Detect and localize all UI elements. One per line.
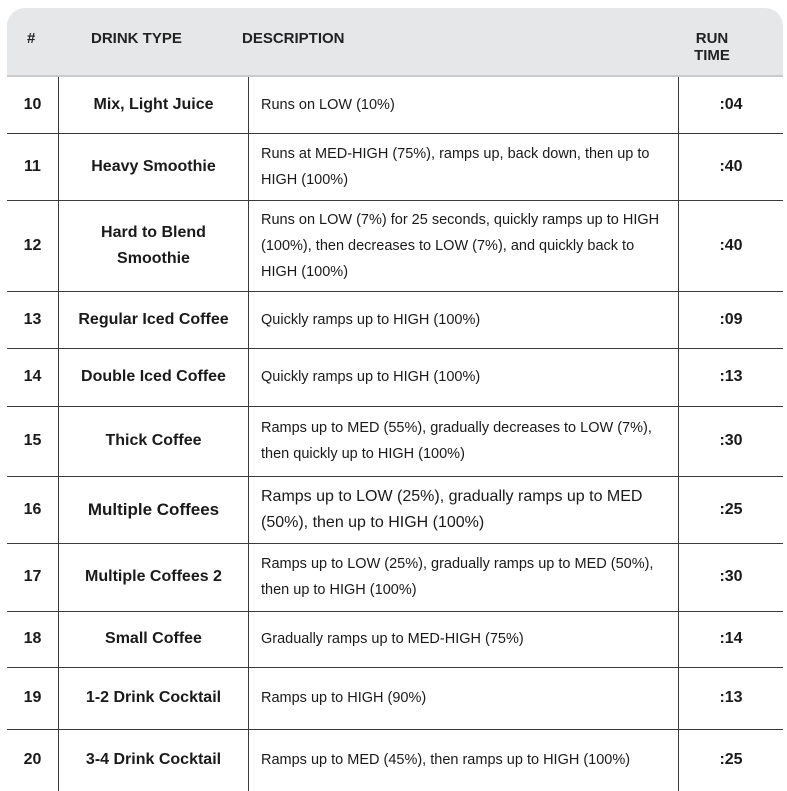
table-row bbox=[7, 611, 783, 667]
row-run-time: :14 bbox=[679, 611, 784, 667]
row-run-time: :13 bbox=[679, 348, 784, 406]
row-drink-type: Multiple Coffees 2 bbox=[59, 543, 249, 611]
row-drink-type: Mix, Light Juice bbox=[59, 77, 249, 133]
row-drink-type: Small Coffee bbox=[59, 611, 249, 667]
row-run-time: :04 bbox=[679, 77, 784, 133]
row-drink-type: Hard to Blend Smoothie bbox=[59, 200, 249, 291]
row-description: Ramps up to HIGH (90%) bbox=[249, 667, 679, 729]
row-number: 12 bbox=[7, 200, 59, 291]
header-run-time bbox=[657, 30, 767, 64]
row-number: 15 bbox=[7, 406, 59, 476]
row-description: Ramps up to LOW (25%), gradually ramps up to MED (50%), then up to HIGH (100%) bbox=[249, 476, 679, 543]
row-number: 10 bbox=[7, 77, 59, 133]
header-run-time-line1: RUN bbox=[695, 30, 729, 47]
table-row bbox=[7, 291, 783, 348]
row-run-time: :25 bbox=[719, 751, 743, 769]
row-drink-type: 3-4 Drink Cocktail bbox=[59, 729, 249, 791]
table-body bbox=[7, 77, 783, 791]
row-run-time: :40 bbox=[679, 133, 784, 200]
row-run-time: :09 bbox=[679, 291, 784, 348]
row-number: 13 bbox=[7, 291, 59, 348]
table-row bbox=[7, 543, 783, 611]
table-row bbox=[7, 406, 783, 476]
row-description: Gradually ramps up to MED-HIGH (75%) bbox=[249, 611, 679, 667]
row-run-time: :40 bbox=[679, 200, 784, 291]
row-number: 14 bbox=[7, 348, 59, 406]
row-run-time: :13 bbox=[679, 667, 784, 729]
row-drink-type: Heavy Smoothie bbox=[59, 133, 249, 200]
row-drink-type: Multiple Coffees bbox=[59, 476, 249, 543]
row-description: Runs on LOW (10%) bbox=[249, 77, 679, 133]
row-description: Ramps up to MED (55%), gradually decreases to LOW (7%), then quickly up to HIGH (100%) bbox=[249, 406, 679, 476]
table-header bbox=[7, 8, 783, 75]
row-drink-type: Thick Coffee bbox=[59, 406, 249, 476]
row-description: Ramps up to MED (45%), then ramps up to HIGH (100%) bbox=[249, 729, 679, 791]
row-drink-type: 1-2 Drink Cocktail bbox=[59, 667, 249, 729]
row-description: Ramps up to LOW (25%), gradually ramps up to MED (50%), then up to HIGH (100%) bbox=[249, 543, 679, 611]
header-number: # bbox=[27, 30, 36, 47]
table-row bbox=[7, 667, 783, 729]
table-row bbox=[7, 348, 783, 406]
table-row bbox=[7, 133, 783, 200]
table-row bbox=[7, 200, 783, 291]
row-number: 19 bbox=[7, 667, 59, 729]
header-description: DESCRIPTION bbox=[242, 30, 345, 47]
row-description: Runs at MED-HIGH (75%), ramps up, back down, then up to HIGH (100%) bbox=[249, 133, 679, 200]
row-number: 20 bbox=[7, 729, 59, 791]
row-drink-type: Regular Iced Coffee bbox=[59, 291, 249, 348]
row-run-time: :25 bbox=[679, 476, 784, 543]
row-run-time: :30 bbox=[679, 543, 784, 611]
row-description: Runs on LOW (7%) for 25 seconds, quickly ramps up to HIGH (100%), then decreases to LOW (7%), and quickly back to HIGH (100%) bbox=[249, 200, 679, 291]
row-number: 11 bbox=[7, 133, 59, 200]
drink-program-table bbox=[7, 8, 783, 791]
row-number: 17 bbox=[7, 543, 59, 611]
table-row bbox=[7, 729, 783, 791]
row-number: 18 bbox=[7, 611, 59, 667]
header-run-time-line2: TIME bbox=[694, 47, 730, 64]
row-number: 16 bbox=[7, 476, 59, 543]
table-row bbox=[7, 77, 783, 133]
row-drink-type: Double Iced Coffee bbox=[59, 348, 249, 406]
table-row bbox=[7, 476, 783, 543]
header-drink-type: DRINK TYPE bbox=[91, 30, 182, 47]
row-description: Quickly ramps up to HIGH (100%) bbox=[249, 348, 679, 406]
row-description: Quickly ramps up to HIGH (100%) bbox=[249, 291, 679, 348]
row-run-time: :30 bbox=[679, 406, 784, 476]
